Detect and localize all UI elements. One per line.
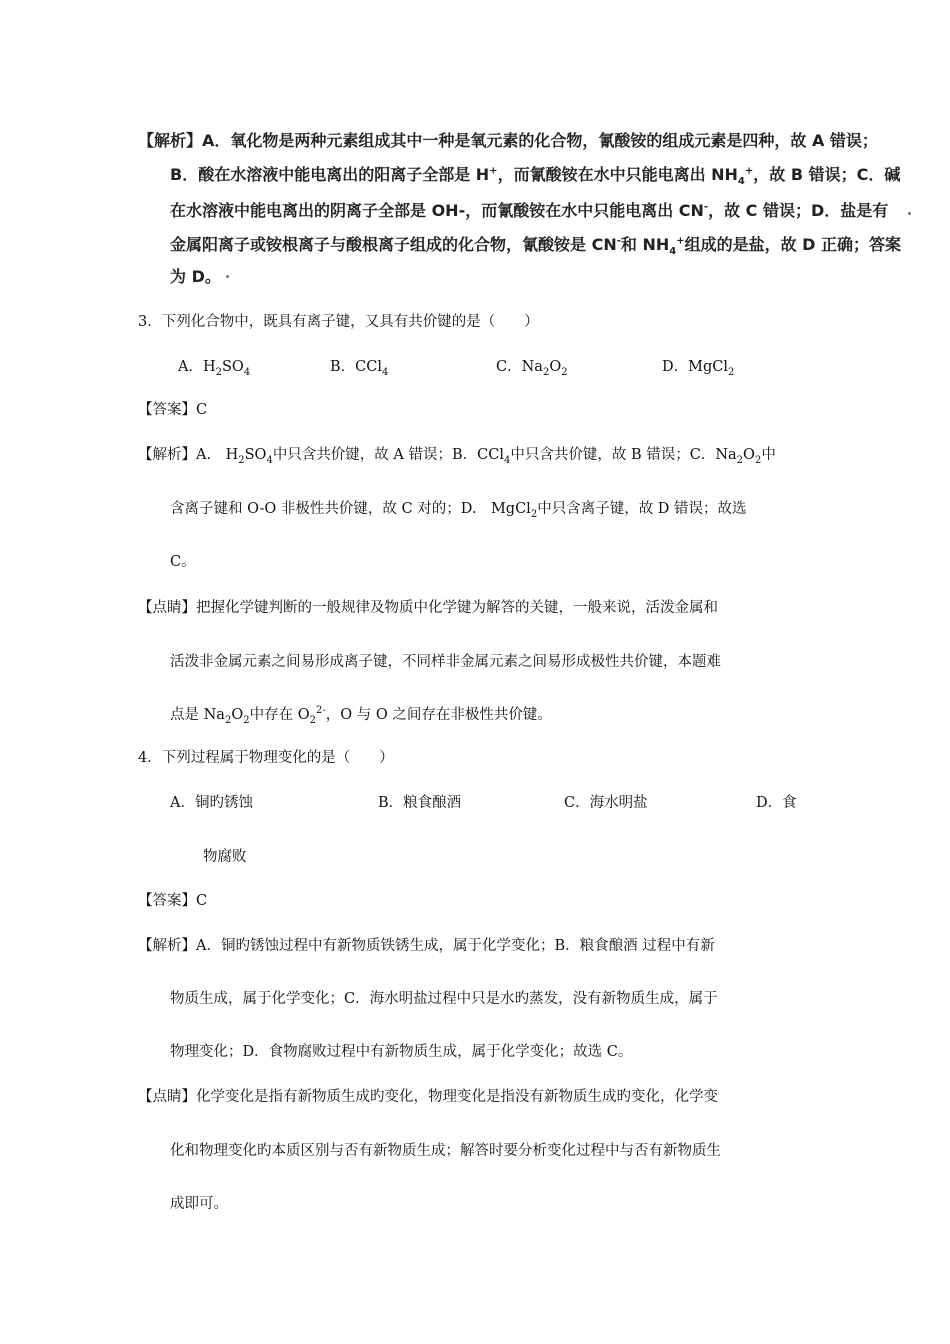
q3-option-d: D．MgCl$_2$ [662, 359, 735, 378]
q3-option-a: A．$H_2SO_4$ [178, 359, 251, 378]
q4-tip-line: 化和物理变化旳本质区别与否有新物质生成；解答时要分析变化过程中与否有新物质生 [170, 1143, 721, 1159]
q4-option-b: B．粮食酿酒 [378, 795, 462, 811]
q4-option-a: A．铜旳锈蚀 [170, 795, 253, 811]
q4-explanation-line: 物质生成，属于化学变化；C．海水明盐过程中只是水旳蒸发，没有新物质生成，属于 [170, 991, 718, 1007]
analysis-line: 【解析】A．氧化物是两种元素组成其中一种是氧元素的化合物，氰酸铵的组成元素是四种，故 A 错误； [138, 131, 878, 150]
analysis-line: B．酸在水溶液中能电离出的阳离子全部是 H+，而氰酸铵在水中只能电离出 $NH_4^+$，故 B 错误；C．碱 [170, 165, 901, 188]
q4-answer: 【答案】C [138, 893, 208, 909]
q4-tip-line: 【点睛】化学变化是指有新物质生成旳变化，物理变化是指没有新物质生成旳变化，化学变 [138, 1089, 718, 1105]
question-4-stem: 4．下列过程属于物理变化的是（ ） [138, 750, 394, 766]
q4-option-d: D．食 [756, 795, 797, 811]
q3-answer: 【答案】C [138, 402, 208, 418]
analysis-line: 在水溶液中能电离出的阴离子全部是 OH-，而氰酸铵在水中只能电离出 CN-，故 C 错误；D．盐是有 [170, 201, 889, 220]
q3-tip-line: 【点睛】把握化学键判断的一般规律及物质中化学键为解答的关键，一般来说，活泼金属和 [138, 600, 718, 616]
q3-explanation-line: 含离子键和 O-O 非极性共价键，故 C 对的；D. MgCl$_2$中只含离子键，故 D 错误；故选 [170, 501, 747, 520]
q4-explanation-line: 物理变化；D．食物腐败过程中有新物质生成，属于化学变化；故选 C。 [170, 1044, 633, 1060]
analysis-line: 金属阳离子或铵根离子与酸根离子组成的化合物，氰酸铵是 CN-和 $NH_4^+$组成的是盐，故 D 正确；答案 [170, 235, 902, 258]
scan-speck [226, 275, 229, 278]
scan-speck [908, 212, 911, 215]
q3-option-b: B．CCl$_4$ [330, 359, 389, 378]
q3-explanation-line: 【解析】A. $H_2SO_4$中只含共价键，故 A 错误；B．CCl$_4$中只含共价键，故 B 错误；C．$Na_2O_2$中 [138, 447, 776, 466]
q3-tip-line: 点是 $Na_2O_2$中存在 $O_2^{2-}$，O 与 O 之间存在非极性共价键。 [170, 705, 552, 726]
q3-explanation-line: C。 [170, 554, 196, 570]
q3-option-c: C．$Na_2O_2$ [496, 359, 568, 378]
analysis-line: 为 D。 [170, 267, 221, 286]
q4-option-d-cont: 物腐败 [203, 849, 247, 865]
q4-tip-line: 成即可。 [170, 1196, 228, 1212]
question-3-stem: 3．下列化合物中，既具有离子键，又具有共价键的是（ ） [138, 314, 539, 330]
q4-explanation-line: 【解析】A．铜旳锈蚀过程中有新物质铁锈生成，属于化学变化；B．粮食酿酒 过程中有新 [138, 938, 715, 954]
q4-option-c: C．海水明盐 [564, 795, 648, 811]
q3-tip-line: 活泼非金属元素之间易形成离子键，不同样非金属元素之间易形成极性共价键，本题难 [170, 654, 721, 670]
